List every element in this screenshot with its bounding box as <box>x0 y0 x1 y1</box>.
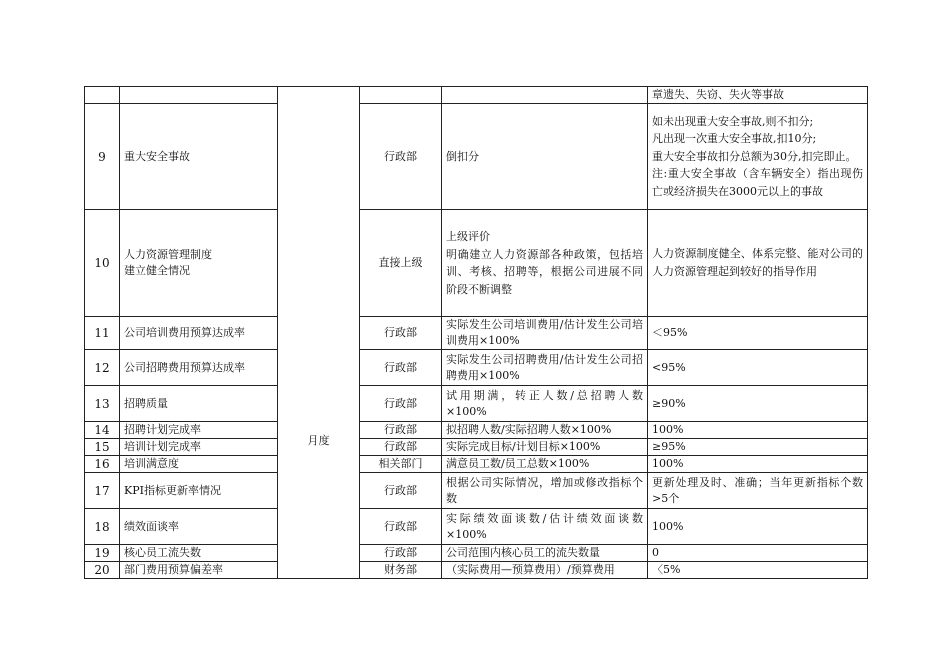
table-row <box>85 210 868 317</box>
table-row <box>85 509 868 545</box>
formula-line: 上级评价 <box>446 230 490 243</box>
department-cell: 行政部 <box>360 545 442 562</box>
department-cell <box>360 87 442 104</box>
indicator-name-cell: 招聘质量 <box>120 386 278 422</box>
department-cell: 行政部 <box>360 317 442 350</box>
standard-cell: <95% <box>648 350 868 386</box>
formula-cell: （实际费用—预算费用）/预算费用 <box>442 562 648 579</box>
formula-cell <box>442 87 648 104</box>
department-cell: 行政部 <box>360 439 442 456</box>
formula-cell: 拟招聘人数/实际招聘人数×100% <box>442 422 648 439</box>
department-cell: 行政部 <box>360 104 442 210</box>
indicator-name-cell: 部门费用预算偏差率 <box>120 562 278 579</box>
standard-cell: ≥95% <box>648 439 868 456</box>
row-number-cell: 13 <box>85 386 120 422</box>
table-row <box>85 104 868 210</box>
indicator-name-cell: 绩效面谈率 <box>120 509 278 545</box>
standard-cell <box>648 473 868 509</box>
table-row <box>85 473 868 509</box>
formula-cell <box>442 509 648 545</box>
formula-cell: 实际完成目标/计划目标×100% <box>442 439 648 456</box>
formula-cell: 满意员工数/员工总数×100% <box>442 456 648 473</box>
department-cell: 行政部 <box>360 386 442 422</box>
row-number-cell: 9 <box>85 104 120 210</box>
formula-line: 倒扣分 <box>446 149 479 163</box>
standard-cell: 0 <box>648 545 868 562</box>
standard-cell: ≥90% <box>648 386 868 422</box>
row-number-cell: 10 <box>85 210 120 317</box>
standard-cell: 〈5% <box>648 562 868 579</box>
standard-line: 凡出现一次重大安全事故,扣10分; <box>652 132 817 146</box>
row-number-cell: 11 <box>85 317 120 350</box>
indicator-name-line: 重大安全事故 <box>124 149 190 163</box>
indicator-name-cell <box>120 104 278 210</box>
standard-cell: 100% <box>648 509 868 545</box>
table-row <box>85 545 868 562</box>
indicator-name-cell: 公司招聘费用预算达成率 <box>120 350 278 386</box>
table-row <box>85 386 868 422</box>
frequency-cell <box>278 87 360 579</box>
table-row <box>85 350 868 386</box>
formula-line: 试用期满，转正人数/总招聘人数×100% <box>446 388 643 418</box>
formula-cell <box>442 317 648 350</box>
table-row <box>85 456 868 473</box>
frequency-label: 月度 <box>307 433 330 447</box>
indicator-name-cell: 招聘计划完成率 <box>120 422 278 439</box>
standard-line: 注:重大安全事故（含车辆安全）指出现伤亡或经济损失在3000元以上的事故 <box>652 167 863 198</box>
standard-cell <box>648 87 868 104</box>
formula-line: 根据公司实际情况，增加或修改指标个数 <box>446 475 643 505</box>
indicator-name-cell: 核心员工流失数 <box>120 545 278 562</box>
standard-cell <box>648 104 868 210</box>
department-cell: 行政部 <box>360 422 442 439</box>
row-number-cell: 19 <box>85 545 120 562</box>
department-cell: 行政部 <box>360 473 442 509</box>
indicator-name-cell <box>120 87 278 104</box>
indicator-name-cell <box>120 210 278 317</box>
formula-line: 明确建立人力资源部各种政策，包括培训、考核、招聘等，根据公司进展不同阶段不断调整 <box>446 247 643 296</box>
standard-cell <box>648 210 868 317</box>
formula-cell <box>442 473 648 509</box>
standard-cell: ＜95% <box>648 317 868 350</box>
indicator-name-cell: 公司培训费用预算达成率 <box>120 317 278 350</box>
row-number-cell: 20 <box>85 562 120 579</box>
indicator-name-line: 建立健全情况 <box>124 264 190 277</box>
formula-cell <box>442 104 648 210</box>
standard-line: 如未出现重大安全事故,则不扣分; <box>652 114 814 128</box>
formula-cell <box>442 210 648 317</box>
table-row <box>85 562 868 579</box>
row-number-cell: 15 <box>85 439 120 456</box>
kpi-table <box>84 86 868 579</box>
formula-line: 实际发生公司培训费用/估计发生公司培训费用×100% <box>446 318 643 347</box>
standard-line: 重大安全事故扣分总额为30分,扣完即止。 <box>652 149 857 163</box>
standard-cell: 100% <box>648 456 868 473</box>
department-cell: 行政部 <box>360 350 442 386</box>
standard-line: 章遗失、失窃、失火等事故 <box>652 88 784 101</box>
indicator-name-cell: 培训满意度 <box>120 456 278 473</box>
row-number-cell: 17 <box>85 473 120 509</box>
row-number-cell: 16 <box>85 456 120 473</box>
formula-line: 实际绩效面谈数/估计绩效面谈数×100% <box>446 511 643 541</box>
table-row <box>85 87 868 104</box>
row-number-cell: 14 <box>85 422 120 439</box>
indicator-name-cell: KPI指标更新率情况 <box>120 473 278 509</box>
table-row <box>85 422 868 439</box>
formula-line: 实际发生公司招聘费用/估计发生公司招聘费用×100% <box>446 352 643 382</box>
standard-line: 更新处理及时、准确；当年更新指标个数>5个 <box>652 475 863 505</box>
department-cell: 直接上级 <box>360 210 442 317</box>
formula-cell <box>442 350 648 386</box>
formula-cell: 公司范围内核心员工的流失数量 <box>442 545 648 562</box>
row-number-cell: 18 <box>85 509 120 545</box>
department-cell: 财务部 <box>360 562 442 579</box>
formula-cell <box>442 386 648 422</box>
standard-cell: 100% <box>648 422 868 439</box>
table-row <box>85 439 868 456</box>
table-row <box>85 317 868 350</box>
standard-line: 人力资源制度健全、体系完整、能对公司的人力资源管理起到较好的指导作用 <box>652 247 863 278</box>
department-cell: 行政部 <box>360 509 442 545</box>
indicator-name-cell: 培训计划完成率 <box>120 439 278 456</box>
row-number-cell: 12 <box>85 350 120 386</box>
department-cell: 相关部门 <box>360 456 442 473</box>
indicator-name-line: 人力资源管理制度 <box>124 248 212 261</box>
row-number-cell <box>85 87 120 104</box>
